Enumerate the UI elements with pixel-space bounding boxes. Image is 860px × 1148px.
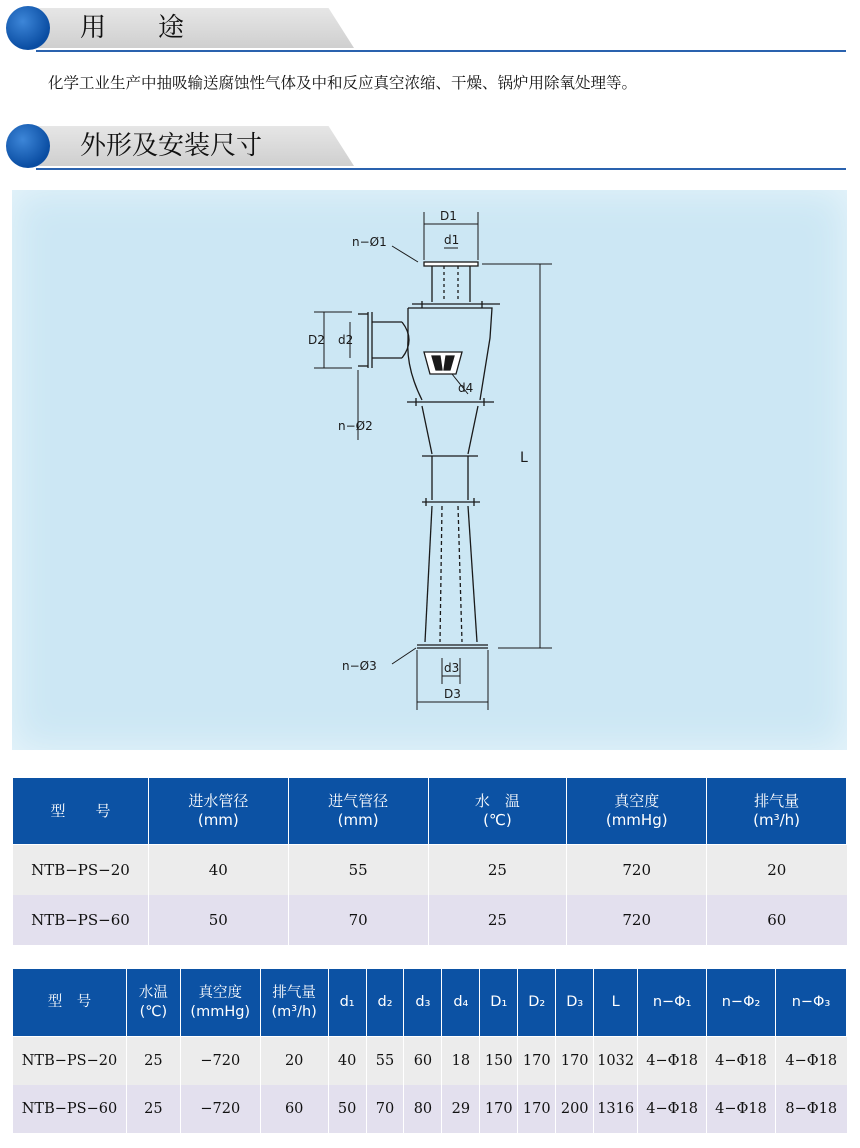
table-header-row xyxy=(13,969,847,1037)
performance-table xyxy=(12,777,847,945)
header-d3: d₃ xyxy=(404,969,442,1037)
header-model: 型 号 xyxy=(13,778,149,845)
side-inlet xyxy=(358,312,409,368)
header-model: 型 号 xyxy=(13,969,127,1037)
cell: 60 xyxy=(707,895,847,945)
cell: 60 xyxy=(260,1085,328,1133)
cell: −720 xyxy=(180,1085,260,1133)
header-d4: d₄ xyxy=(442,969,480,1037)
cell: 170 xyxy=(556,1037,594,1085)
cell: 1032 xyxy=(594,1037,638,1085)
outline-drawing-panel xyxy=(12,190,847,750)
label-n-phi2: n−Ø2 xyxy=(338,419,373,433)
cell: 25 xyxy=(126,1037,180,1085)
header-D2: D₂ xyxy=(518,969,556,1037)
header-water-temp: 水 温 (℃) xyxy=(428,778,567,845)
cell: 40 xyxy=(328,1037,366,1085)
header-d1: d₁ xyxy=(328,969,366,1037)
cell: 29 xyxy=(442,1085,480,1133)
cell: 60 xyxy=(404,1037,442,1085)
table-header-row xyxy=(13,778,847,845)
cell: 40 xyxy=(148,845,288,895)
section-header-usage xyxy=(6,4,846,56)
bullet-circle-icon xyxy=(6,6,50,50)
section-title-usage: 用 途 xyxy=(80,13,185,43)
header-n-phi3: n−Φ₃ xyxy=(775,969,846,1037)
header-n-phi1: n−Φ₁ xyxy=(638,969,707,1037)
header-d2: d₂ xyxy=(366,969,404,1037)
header-D1: D₁ xyxy=(480,969,518,1037)
cell: −720 xyxy=(180,1037,260,1085)
label-d1: d1 xyxy=(444,233,460,247)
section-title-dimensions: 外形及安装尺寸 xyxy=(80,131,263,161)
header-D3: D₃ xyxy=(556,969,594,1037)
cell: 170 xyxy=(480,1085,518,1133)
label-d3: d3 xyxy=(444,661,460,675)
header-gas-inlet: 进气管径 (mm) xyxy=(288,778,428,845)
bullet-circle-icon xyxy=(6,124,50,168)
cell: 4−Φ18 xyxy=(638,1085,707,1133)
top-flange xyxy=(412,262,500,308)
label-d2: d2 xyxy=(338,333,354,347)
cell: 18 xyxy=(442,1037,480,1085)
label-d4: d4 xyxy=(458,381,474,395)
cell-model: NTB−PS−20 xyxy=(13,1037,127,1085)
label-D1: D1 xyxy=(440,209,457,223)
table-row xyxy=(13,845,847,895)
label-D3: D3 xyxy=(444,687,461,701)
usage-description: 化学工业生产中抽吸输送腐蚀性气体及中和反应真空浓缩、干燥、锅炉用除氧处理等。 xyxy=(48,74,638,92)
cell: 70 xyxy=(366,1085,404,1133)
cell: 25 xyxy=(428,845,567,895)
dimension-table xyxy=(12,968,847,1133)
cell: 20 xyxy=(260,1037,328,1085)
cell: 4−Φ18 xyxy=(638,1037,707,1085)
cell: 55 xyxy=(366,1037,404,1085)
cell: 1316 xyxy=(594,1085,638,1133)
ejector-outline-drawing xyxy=(12,190,847,750)
label-D2: D2 xyxy=(308,333,325,347)
table-row xyxy=(13,1037,847,1085)
cell: 8−Φ18 xyxy=(775,1085,846,1133)
header-vacuum: 真空度 (mmHg) xyxy=(180,969,260,1037)
cell: 170 xyxy=(518,1085,556,1133)
cell: 25 xyxy=(428,895,567,945)
header-vacuum: 真空度 (mmHg) xyxy=(567,778,707,845)
header-water-inlet: 进水管径 (mm) xyxy=(148,778,288,845)
header-underline xyxy=(36,50,846,52)
cell: 200 xyxy=(556,1085,594,1133)
cell: 150 xyxy=(480,1037,518,1085)
cell: 720 xyxy=(567,895,707,945)
cell: 50 xyxy=(328,1085,366,1133)
label-n-phi3: n−Ø3 xyxy=(342,659,377,673)
header-exhaust: 排气量 (m³/h) xyxy=(707,778,847,845)
cell: 720 xyxy=(567,845,707,895)
cell: 50 xyxy=(148,895,288,945)
cell: 170 xyxy=(518,1037,556,1085)
header-water-temp: 水温 (℃) xyxy=(126,969,180,1037)
label-L: L xyxy=(520,450,528,466)
cell: 4−Φ18 xyxy=(707,1037,776,1085)
header-n-phi2: n−Φ₂ xyxy=(707,969,776,1037)
dimension-lines xyxy=(314,212,552,710)
section-header-dimensions xyxy=(6,122,846,174)
cell: 80 xyxy=(404,1085,442,1133)
table-row xyxy=(13,895,847,945)
cell: 20 xyxy=(707,845,847,895)
header-exhaust: 排气量 (m³/h) xyxy=(260,969,328,1037)
cell: 4−Φ18 xyxy=(707,1085,776,1133)
table-row xyxy=(13,1085,847,1133)
label-n-phi1: n−Ø1 xyxy=(352,235,387,249)
cell: 55 xyxy=(288,845,428,895)
cell: 25 xyxy=(126,1085,180,1133)
header-underline xyxy=(36,168,846,170)
cell-model: NTB−PS−60 xyxy=(13,1085,127,1133)
nozzle-insert xyxy=(424,352,462,374)
cell-model: NTB−PS−20 xyxy=(13,845,149,895)
cell-model: NTB−PS−60 xyxy=(13,895,149,945)
header-L: L xyxy=(594,969,638,1037)
cell: 4−Φ18 xyxy=(775,1037,846,1085)
cell: 70 xyxy=(288,895,428,945)
